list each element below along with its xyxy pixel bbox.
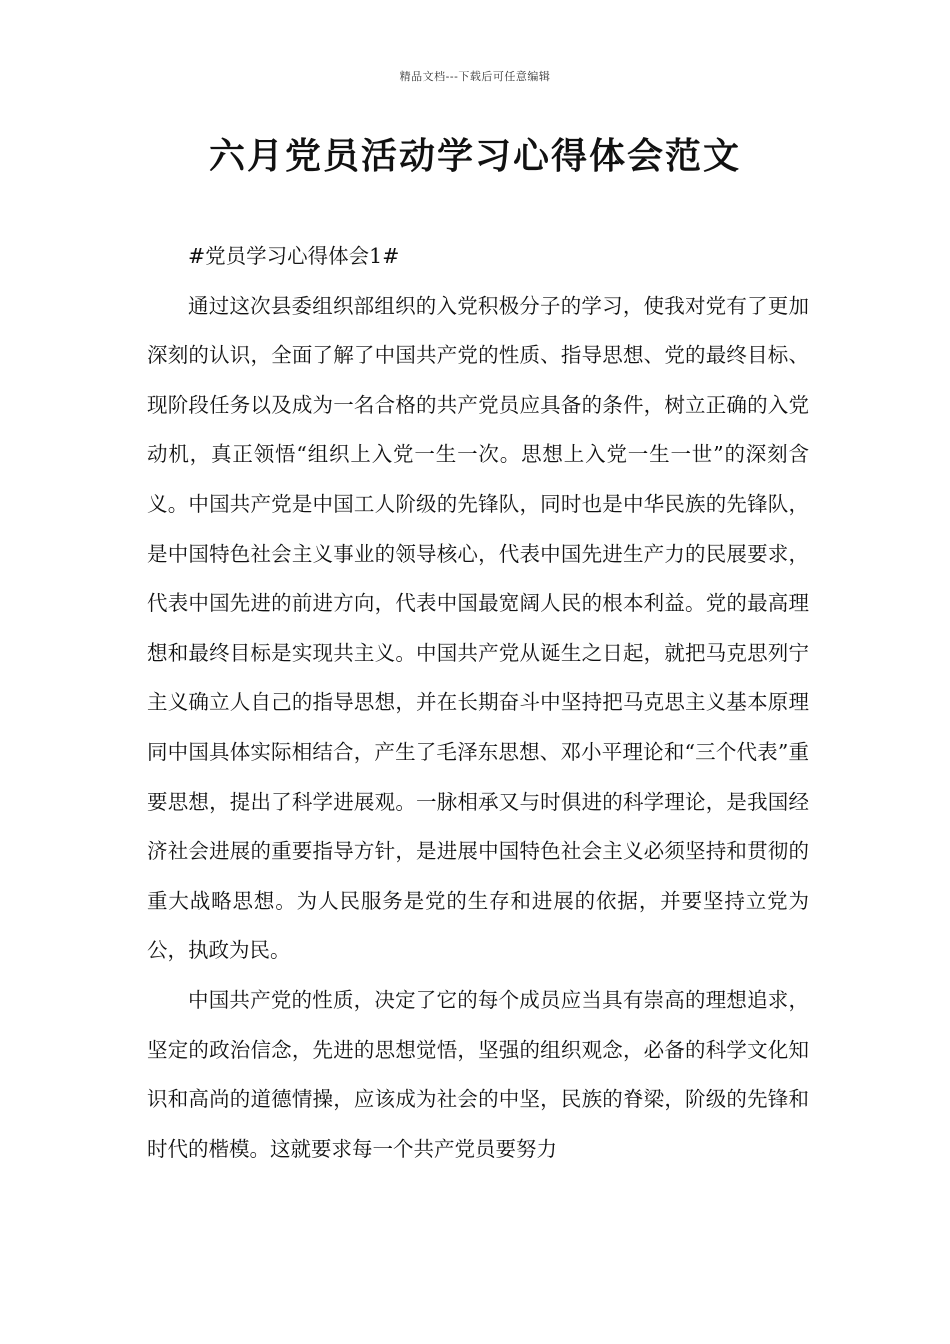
document-body [147,232,809,1174]
header-note: 精品文档---下载后可任意编辑 [399,70,551,83]
body-paragraph-2: 中国共产党的性质，决定了它的每个成员应当具有崇高的理想追求，坚定的政治信念，先进的思想觉悟，坚强的组织观念，必备的科学文化知识和高尚的道德情操，应该成为社会的中坚，民族的脊梁，阶级的先锋和时代的楷模。这就要求每一个共产党员要努力 [147,987,809,1161]
body-paragraph-1: 通过这次县委组织部组织的入党积极分子的学习，使我对党有了更加深刻的认识，全面了解了中国共产党的性质、指导思想、党的最终目标、现阶段任务以及成为一名合格的共产党员应具备的条件，树立正确的入党动机，真正领悟“组织上入党一生一次。思想上入党一生一世”的深刻含义。中国共产党是中国工人阶级的先锋队，同时也是中华民族的先锋队，是中国特色社会主义事业的领导核心，代表中国先进生产力的民展要求，代表中国先进的前进方向，代表中国最宽阔人民的根本利益。党的最高理想和最终目标是实现共主义。中国共产党从诞生之日起，就把马克思列宁主义确立人自己的指导思想，并在长期奋斗中坚持把马克思主义基本原理同中国具体实际相结合，产生了毛泽东思想、邓小平理论和“三个代表”重要思想，提出了科学进展观。一脉相承又与时俱进的科学理论，是我国经济社会进展的重要指导方针，是进展中国特色社会主义必须坚持和贯彻的重大战略思想。为人民服务是党的生存和进展的依据，并要坚持立党为公，执政为民。 [147,293,809,963]
section-heading: #党员学习心得体会1# [188,244,400,268]
document-title: 六月党员活动学习心得体会范文 [208,135,741,177]
